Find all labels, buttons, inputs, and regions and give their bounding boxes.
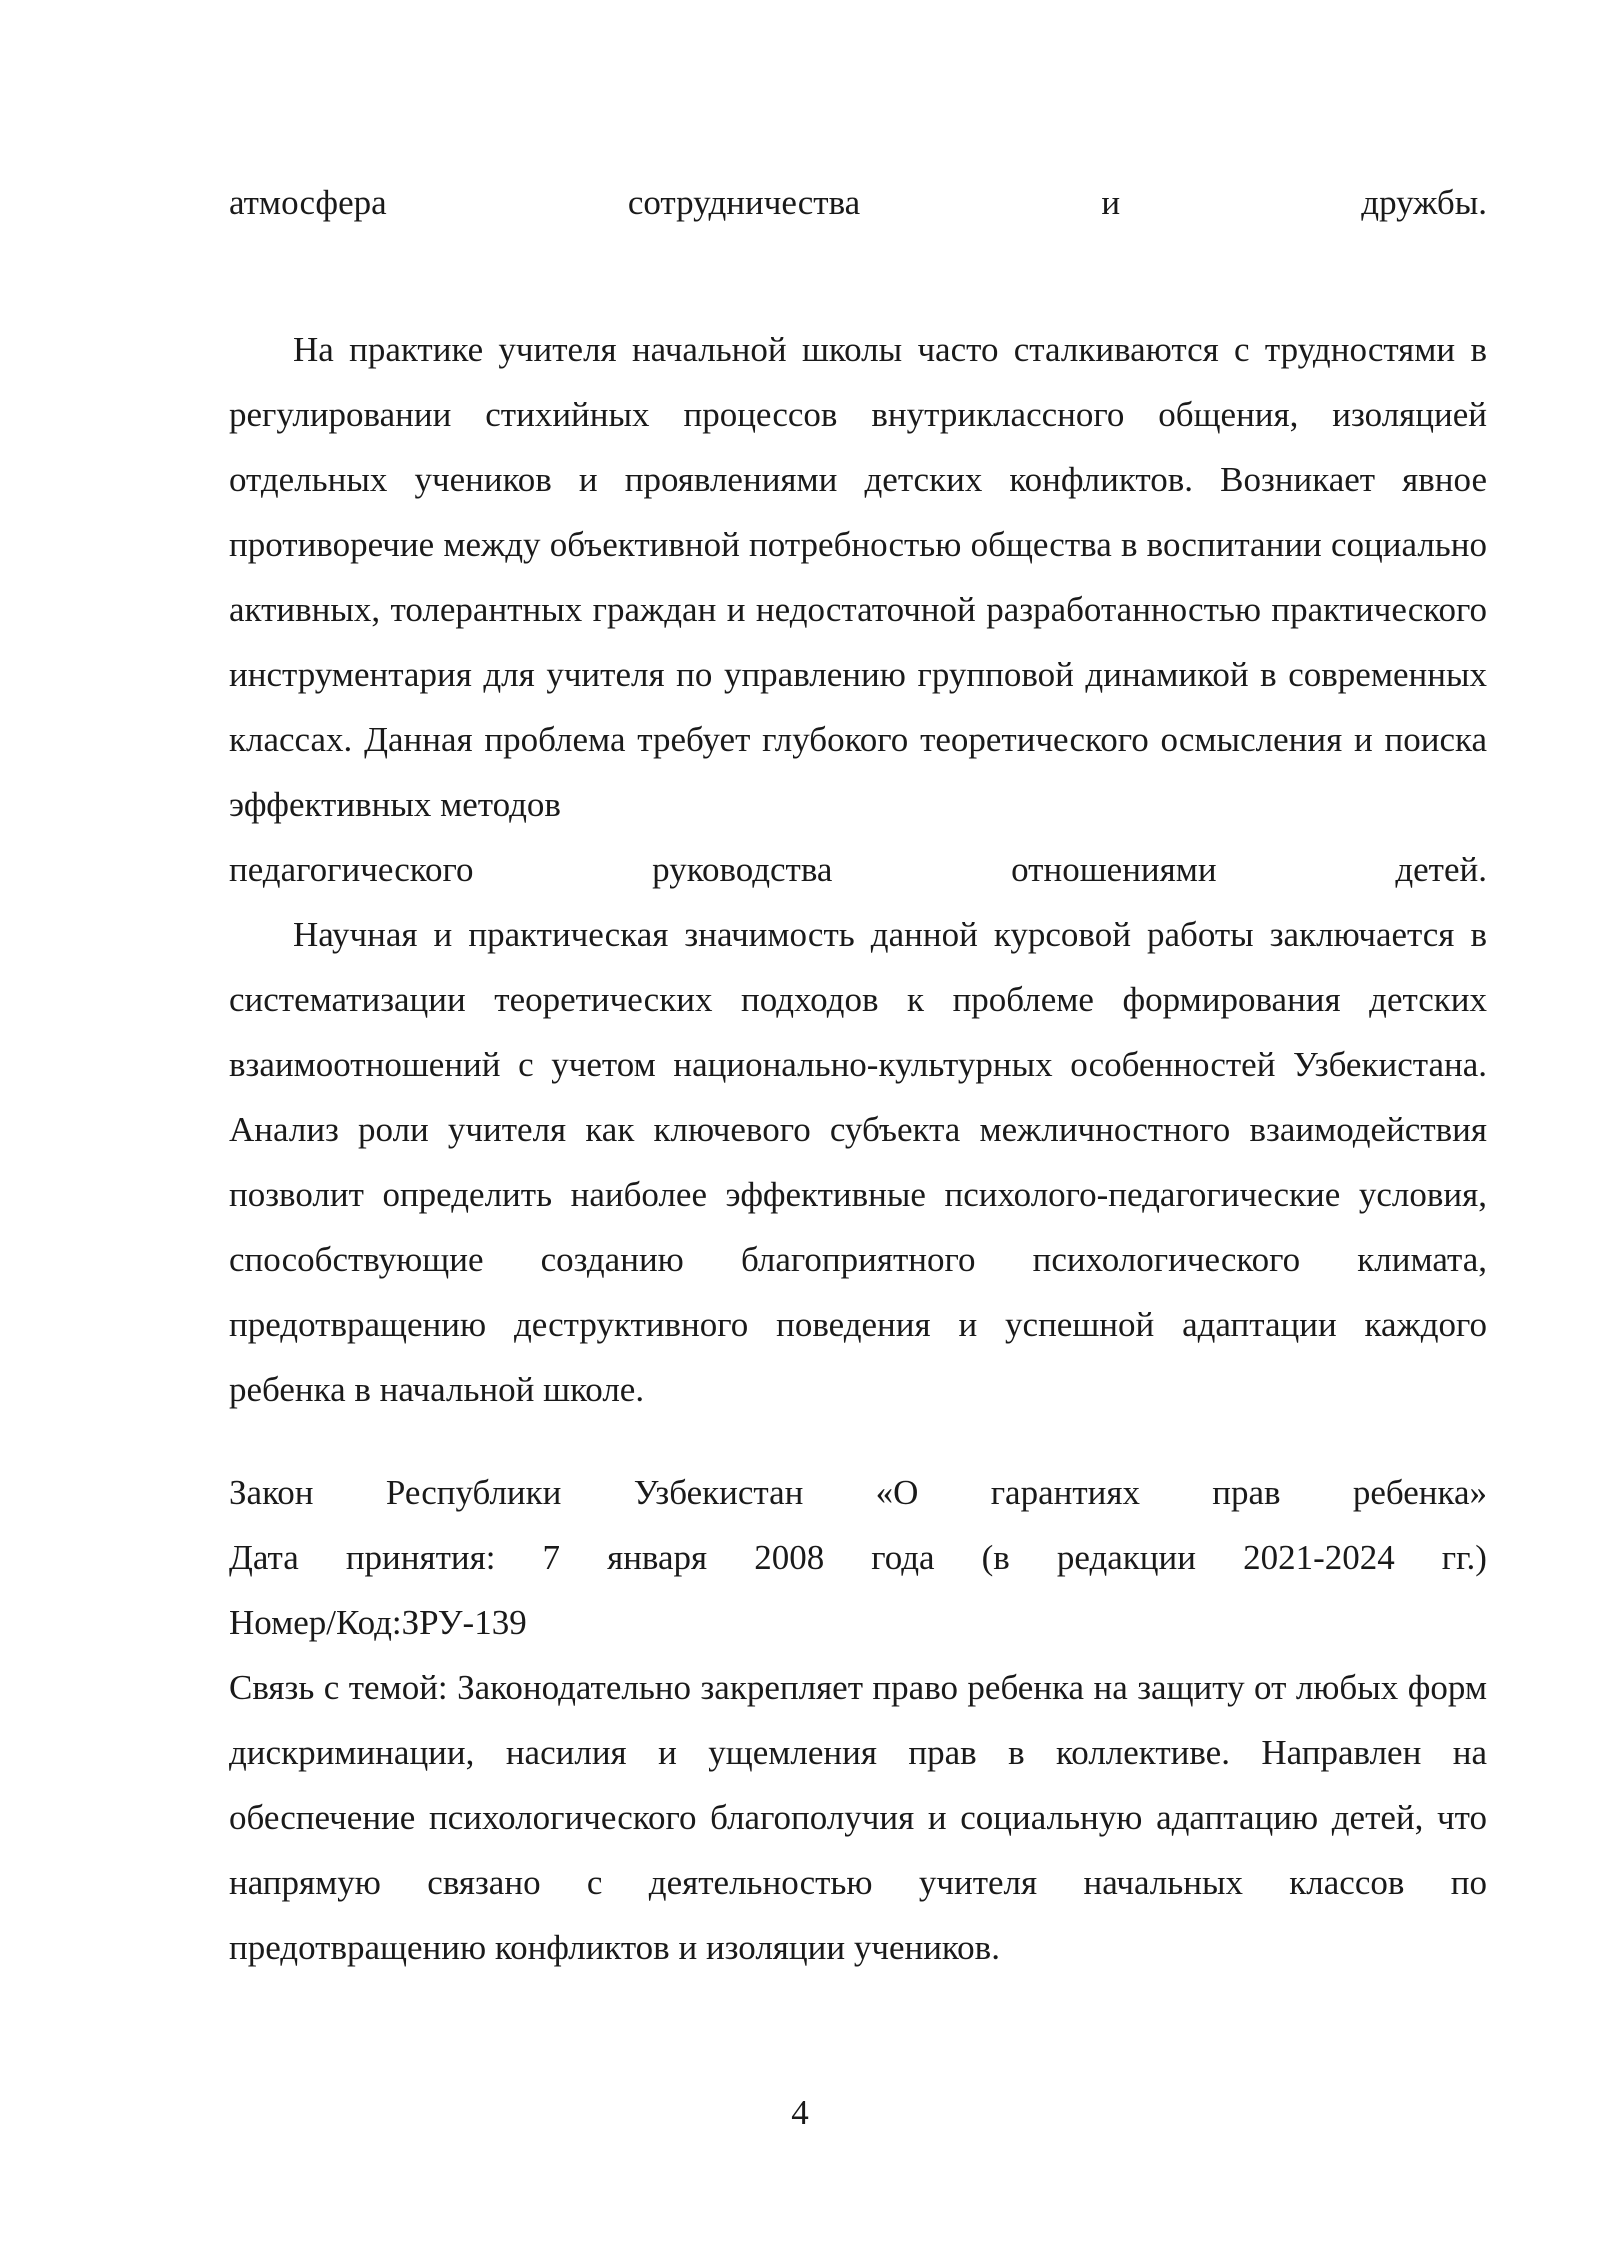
paragraph-1 [229,317,1487,902]
word: принятия: [345,1538,496,1577]
law-code-line: Номер/Код:ЗРУ-139 [229,1603,527,1642]
word: сотрудничества [627,183,861,222]
word: дружбы. [1361,183,1487,222]
word: руководства [652,850,833,889]
paragraph-2 [229,902,1487,1422]
paragraph-1-body: На практике учителя начальной школы часто сталкиваются с трудностями в регулировании стихийных процессов внутриклассного общения, изоляцией отдельных учеников и проявлениями детских конфликтов. Возникает явное противоречие между объективной потребностью общества в воспитании социально активных, толерантных граждан и недостаточной разработанностью практического инструментария для учителя по управлению групповой динамикой в современных классах. Данная проблема требует глубокого теоретического осмысления и поиска эффективных методов [229,330,1487,824]
law-relation-text: Связь с темой: Законодательно закрепляет право ребенка на защиту от любых форм дискриминации, насилия и ущемления прав в коллективе. Направлен на обеспечение психологического благополучия и социальную адаптацию детей, что напрямую связано с деятельностью учителя начальных классов по предотвращению конфликтов и изоляции учеников. [229,1668,1487,1967]
word: Республики [385,1473,562,1512]
word: года [871,1538,935,1577]
word: 2021-2024 [1243,1538,1395,1577]
word: атмосфера [229,183,387,222]
page-number: 4 [791,2093,809,2132]
word: ребенка» [1352,1473,1487,1512]
word: прав [1212,1473,1281,1512]
word: детей. [1395,850,1487,889]
word: отношениями [1011,850,1217,889]
law-reference [229,1460,1487,1980]
word: и [1101,183,1121,222]
word: Дата [229,1538,299,1577]
word: редакции [1056,1538,1197,1577]
paragraph-1-last-line [229,837,1487,902]
word: 2008 [754,1538,825,1577]
law-title-line [229,1460,1487,1525]
paragraph-2-body: Научная и практическая значимость данной курсовой работы заключается в систематизации теоретических подходов к проблеме формирования детских взаимоотношений с учетом национально-культурных особенностей Узбекистана. Анализ роли учителя как ключевого субъекта межличностного взаимодействия позволит определить наиболее эффективные психолого-педагогические условия, способствующие созданию благоприятного психологического климата, предотвращению деструктивного поведения и успешной адаптации каждого ребенка в начальной школе. [229,915,1487,1409]
word: января [607,1538,708,1577]
word: гарантиях [990,1473,1140,1512]
word: педагогического [229,850,474,889]
top-continuation-line [229,170,1487,235]
word: гг.) [1441,1538,1487,1577]
word: «О [875,1473,919,1512]
word: (в [981,1538,1010,1577]
word: Узбекистан [633,1473,804,1512]
word: Закон [229,1473,314,1512]
word: 7 [542,1538,561,1577]
law-date-line [229,1525,1487,1590]
